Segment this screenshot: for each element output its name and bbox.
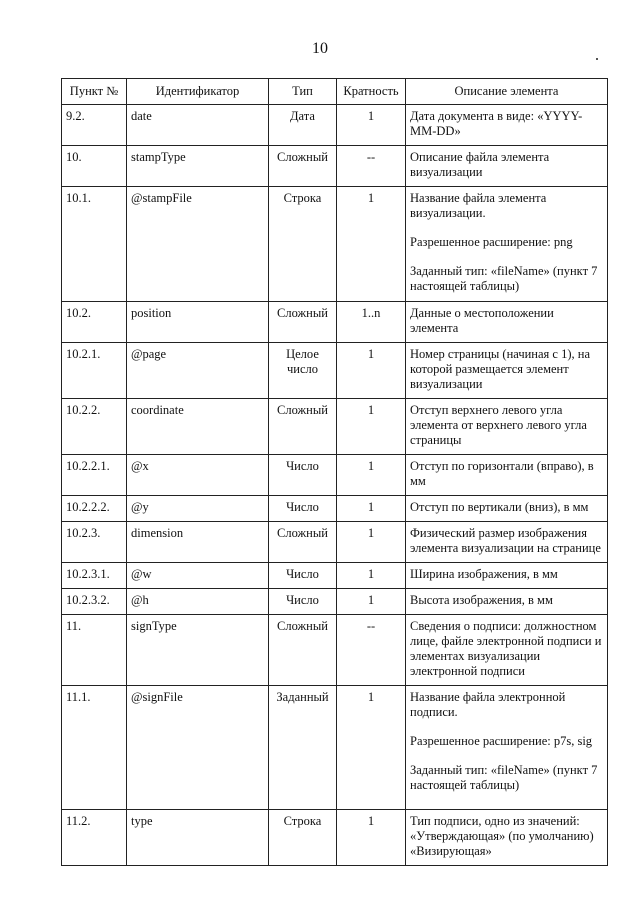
description-cell (406, 455, 608, 496)
identifier-cell: coordinate (127, 399, 269, 455)
multiplicity-cell: 1 (337, 399, 406, 455)
header-multiplicity: Кратность (337, 79, 406, 105)
identifier-cell: position (127, 302, 269, 343)
table-row (62, 615, 608, 686)
multiplicity-cell: 1 (337, 686, 406, 810)
table-row (62, 105, 608, 146)
type-cell: Число (269, 589, 337, 615)
table-row (62, 343, 608, 399)
description-cell (406, 563, 608, 589)
description-cell (406, 146, 608, 187)
description-cell (406, 496, 608, 522)
point-cell: 10.2.3.1. (62, 563, 127, 589)
description-paragraph: Отступ по вертикали (вниз), в мм (410, 500, 589, 514)
identifier-cell: stampType (127, 146, 269, 187)
type-cell: Строка (269, 810, 337, 866)
table-row (62, 522, 608, 563)
description-cell (406, 343, 608, 399)
point-cell: 10.2.2.2. (62, 496, 127, 522)
description-cell (406, 810, 608, 866)
description-paragraph: Название файла электронной подписи. (410, 690, 566, 719)
description-paragraph: Физический размер изображения элемента визуализации на странице (410, 526, 601, 555)
point-cell: 10.1. (62, 187, 127, 302)
description-paragraph: Отступ верхнего левого угла элемента от верхнего левого угла страницы (410, 403, 587, 447)
multiplicity-cell: 1 (337, 343, 406, 399)
identifier-cell: @w (127, 563, 269, 589)
description-paragraph: Номер страницы (начиная с 1), на которой размещается элемент визуализации (410, 347, 590, 391)
table-row (62, 563, 608, 589)
type-cell: Дата (269, 105, 337, 146)
description-paragraph: Описание файла элемента визуализации (410, 150, 550, 179)
multiplicity-cell: 1 (337, 589, 406, 615)
multiplicity-cell: -- (337, 615, 406, 686)
multiplicity-cell: -- (337, 146, 406, 187)
point-cell: 11.2. (62, 810, 127, 866)
type-cell: Заданный (269, 686, 337, 810)
scan-speck (596, 58, 598, 60)
point-cell: 10.2. (62, 302, 127, 343)
multiplicity-cell: 1..n (337, 302, 406, 343)
table-row (62, 146, 608, 187)
description-paragraph: Сведения о подписи: должностном лице, файле электронной подписи и элементах визуализации электронной подписи (410, 619, 602, 678)
type-cell: Сложный (269, 615, 337, 686)
table-header-row (62, 79, 608, 105)
point-cell: 10.2.3.2. (62, 589, 127, 615)
description-paragraph: Ширина изображения, в мм (410, 567, 558, 581)
identifier-cell: dimension (127, 522, 269, 563)
description-cell (406, 522, 608, 563)
table-row (62, 589, 608, 615)
description-cell (406, 615, 608, 686)
description-paragraph: Высота изображения, в мм (410, 593, 553, 607)
spec-table (61, 78, 608, 866)
header-description: Описание элемента (406, 79, 608, 105)
type-cell: Сложный (269, 522, 337, 563)
description-paragraph: Разрешенное расширение: png (410, 235, 573, 249)
multiplicity-cell: 1 (337, 522, 406, 563)
identifier-cell: signType (127, 615, 269, 686)
table-row (62, 302, 608, 343)
page-number: 10 (312, 40, 328, 57)
type-cell: Сложный (269, 399, 337, 455)
multiplicity-cell: 1 (337, 105, 406, 146)
type-cell: Сложный (269, 146, 337, 187)
point-cell: 10.2.2. (62, 399, 127, 455)
multiplicity-cell: 1 (337, 563, 406, 589)
identifier-cell: type (127, 810, 269, 866)
point-cell: 9.2. (62, 105, 127, 146)
identifier-cell: @page (127, 343, 269, 399)
description-cell (406, 686, 608, 810)
description-paragraph: Заданный тип: «fileName» (пункт 7 настоящей таблицы) (410, 264, 598, 293)
description-paragraph: Данные о местоположении элемента (410, 306, 554, 335)
description-paragraph: Разрешенное расширение: p7s, sig (410, 734, 593, 748)
header-identifier: Идентификатор (127, 79, 269, 105)
description-cell (406, 589, 608, 615)
table-row (62, 399, 608, 455)
description-paragraph: Название файла элемента визуализации. (410, 191, 547, 220)
description-paragraph: Тип подписи, одно из значений: «Утверждающая» (по умолчанию) «Визирующая» (410, 814, 594, 858)
point-cell: 10.2.3. (62, 522, 127, 563)
type-cell: Число (269, 563, 337, 589)
table-body (62, 105, 608, 866)
multiplicity-cell: 1 (337, 496, 406, 522)
header-point: Пункт № (62, 79, 127, 105)
type-cell: Число (269, 496, 337, 522)
description-cell (406, 187, 608, 302)
description-paragraph: Заданный тип: «fileName» (пункт 7 настоящей таблицы) (410, 763, 598, 792)
identifier-cell: @y (127, 496, 269, 522)
header-type: Тип (269, 79, 337, 105)
description-cell (406, 399, 608, 455)
multiplicity-cell: 1 (337, 810, 406, 866)
type-cell: Число (269, 455, 337, 496)
description-cell (406, 302, 608, 343)
table-row (62, 187, 608, 302)
point-cell: 10.2.1. (62, 343, 127, 399)
type-cell: Целое число (269, 343, 337, 399)
point-cell: 11.1. (62, 686, 127, 810)
identifier-cell: @stampFile (127, 187, 269, 302)
type-cell: Сложный (269, 302, 337, 343)
table-row (62, 686, 608, 810)
identifier-cell: date (127, 105, 269, 146)
point-cell: 11. (62, 615, 127, 686)
type-cell: Строка (269, 187, 337, 302)
description-cell (406, 105, 608, 146)
point-cell: 10. (62, 146, 127, 187)
description-paragraph: Отступ по горизонтали (вправо), в мм (410, 459, 594, 488)
multiplicity-cell: 1 (337, 455, 406, 496)
identifier-cell: @h (127, 589, 269, 615)
identifier-cell: @x (127, 455, 269, 496)
identifier-cell: @signFile (127, 686, 269, 810)
point-cell: 10.2.2.1. (62, 455, 127, 496)
multiplicity-cell: 1 (337, 187, 406, 302)
table-row (62, 810, 608, 866)
table-row (62, 455, 608, 496)
table-row (62, 496, 608, 522)
description-paragraph: Дата документа в виде: «YYYY-MM-DD» (410, 109, 583, 138)
